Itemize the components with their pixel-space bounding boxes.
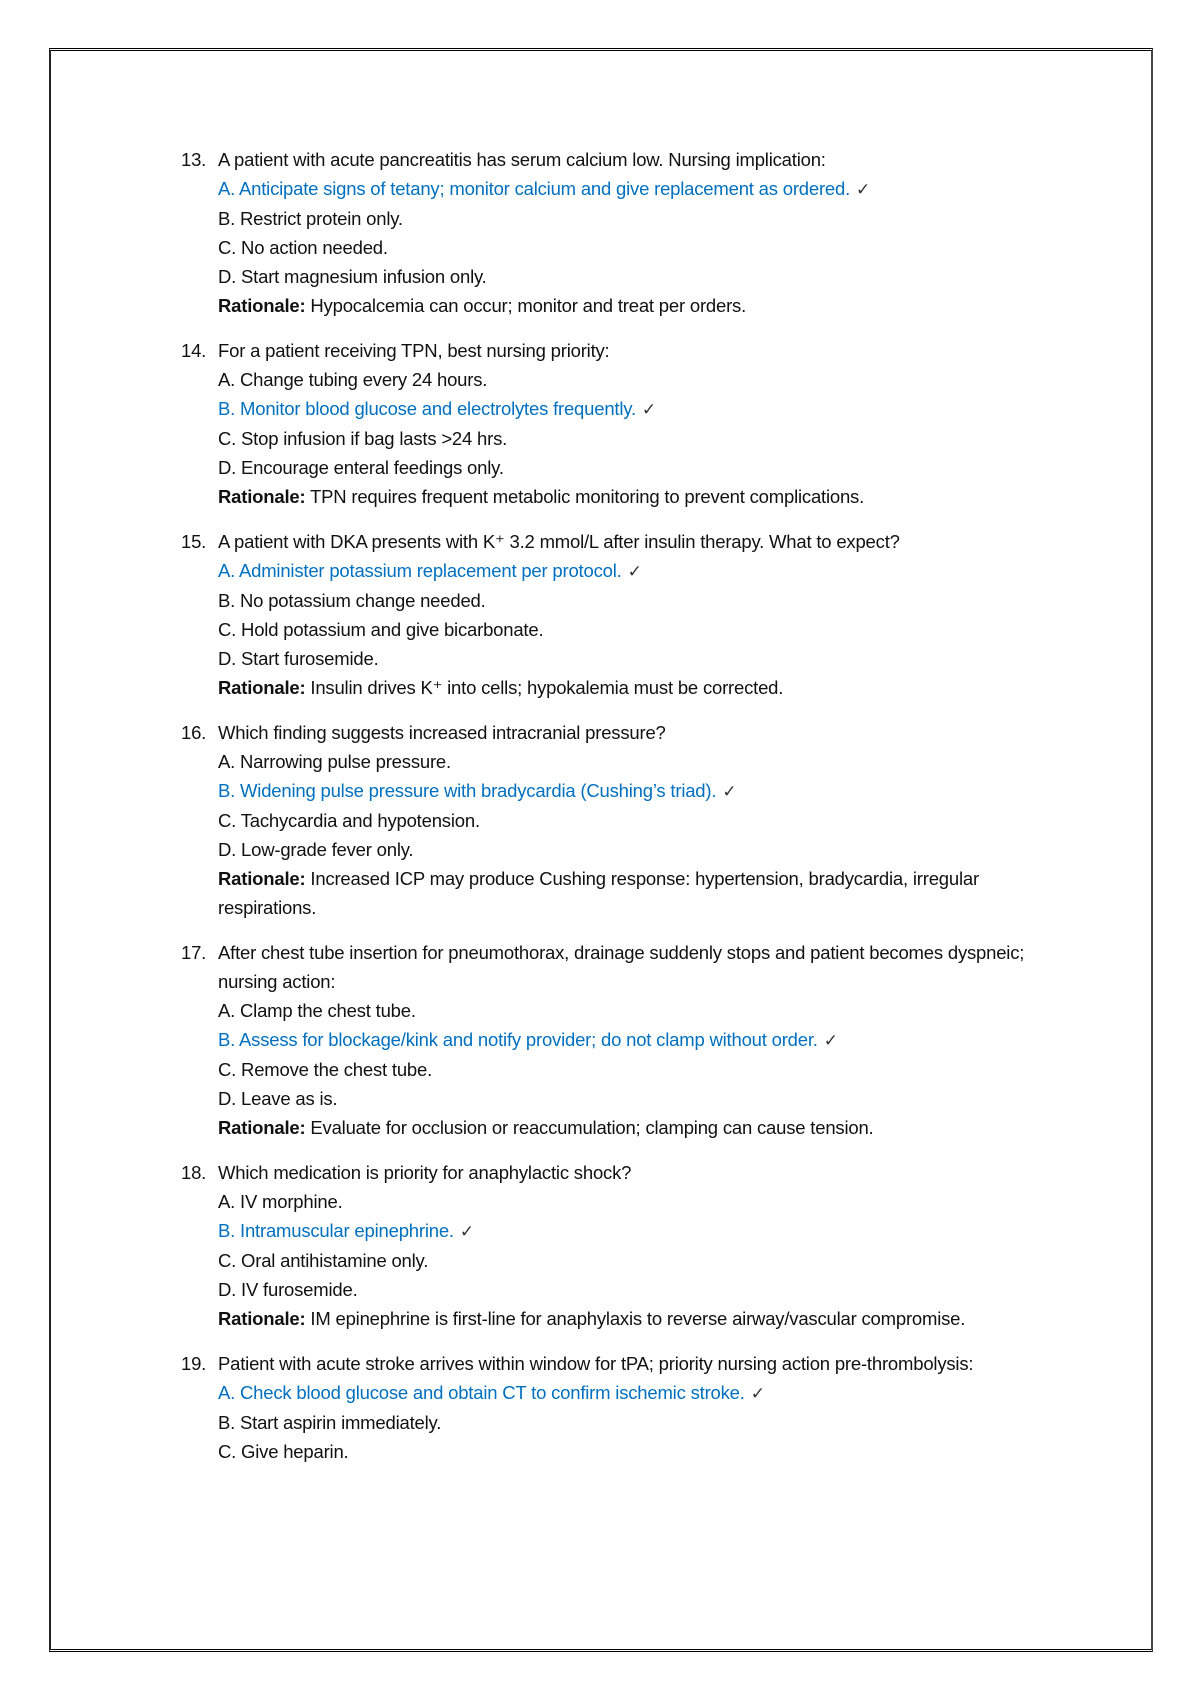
question-block: [181, 527, 1081, 702]
rationale-text: TPN requires frequent metabolic monitoring to prevent complications.: [310, 486, 865, 507]
question-block: [181, 336, 1081, 511]
question-text: Which finding suggests increased intracranial pressure?: [218, 722, 666, 743]
option-text: D. Low-grade fever only.: [218, 839, 414, 860]
answer-option: [218, 453, 1081, 482]
option-text: A. IV morphine.: [218, 1191, 343, 1212]
check-icon: ✓: [459, 1222, 474, 1241]
option-text: B. Restrict protein only.: [218, 208, 403, 229]
answer-option: [218, 996, 1081, 1025]
question-block: [181, 145, 1081, 320]
answer-option: [218, 1246, 1081, 1275]
answer-option: [218, 1437, 1081, 1466]
option-text: B. Intramuscular epinephrine.: [218, 1220, 454, 1241]
rationale-label: Rationale:: [218, 486, 306, 507]
option-text: A. Check blood glucose and obtain CT to confirm ischemic stroke.: [218, 1382, 745, 1403]
option-text: B. Monitor blood glucose and electrolytes frequently.: [218, 398, 636, 419]
rationale-label: Rationale:: [218, 1308, 306, 1329]
question-text: After chest tube insertion for pneumothorax, drainage suddenly stops and patient becomes dyspneic; nursing action:: [218, 942, 1025, 992]
option-text: C. No action needed.: [218, 237, 388, 258]
answer-option: [218, 835, 1081, 864]
check-icon: ✓: [722, 782, 737, 801]
question-text: A patient with DKA presents with K⁺ 3.2 mmol/L after insulin therapy. What to expect?: [218, 531, 900, 552]
question-number: 15.: [181, 531, 207, 552]
option-text: A. Administer potassium replacement per protocol.: [218, 560, 622, 581]
option-text: D. Start magnesium infusion only.: [218, 266, 487, 287]
check-icon: ✓: [856, 180, 871, 199]
question-block: [181, 1349, 1081, 1466]
option-text: B. Assess for blockage/kink and notify provider; do not clamp without order.: [218, 1029, 818, 1050]
rationale: [218, 1113, 1081, 1142]
option-text: A. Narrowing pulse pressure.: [218, 751, 451, 772]
question-number: 19.: [181, 1353, 207, 1374]
answer-option: [218, 806, 1081, 835]
rationale: [218, 864, 1081, 922]
question-text: Patient with acute stroke arrives within window for tPA; priority nursing action pre-thrombolysis:: [218, 1353, 974, 1374]
question-number: 18.: [181, 1162, 207, 1183]
question-list: [181, 145, 1081, 1482]
option-text: A. Change tubing every 24 hours.: [218, 369, 488, 390]
option-text: B. Widening pulse pressure with bradycardia (Cushing’s triad).: [218, 780, 717, 801]
option-text: A. Anticipate signs of tetany; monitor calcium and give replacement as ordered.: [218, 178, 851, 199]
option-text: C. Oral antihistamine only.: [218, 1250, 429, 1271]
check-icon: ✓: [627, 562, 642, 581]
question-text: Which medication is priority for anaphylactic shock?: [218, 1162, 632, 1183]
correct-answer-option: [218, 776, 1081, 806]
option-text: B. No potassium change needed.: [218, 590, 486, 611]
rationale-text: Evaluate for occlusion or reaccumulation; clamping can cause tension.: [310, 1117, 874, 1138]
answer-option: [218, 1187, 1081, 1216]
option-text: A. Clamp the chest tube.: [218, 1000, 416, 1021]
rationale-label: Rationale:: [218, 295, 306, 316]
answer-option: [218, 1408, 1081, 1437]
option-text: B. Start aspirin immediately.: [218, 1412, 442, 1433]
option-text: D. IV furosemide.: [218, 1279, 358, 1300]
question-block: [181, 1158, 1081, 1333]
correct-answer-option: [218, 556, 1081, 586]
answer-option: [218, 615, 1081, 644]
question-number: 13.: [181, 149, 207, 170]
answer-option: [218, 1084, 1081, 1113]
answer-option: [218, 586, 1081, 615]
correct-answer-option: [218, 1378, 1081, 1408]
question-block: [181, 718, 1081, 922]
answer-option: [218, 1275, 1081, 1304]
correct-answer-option: [218, 1025, 1081, 1055]
rationale-label: Rationale:: [218, 677, 306, 698]
check-icon: ✓: [641, 400, 656, 419]
correct-answer-option: [218, 394, 1081, 424]
rationale-text: Insulin drives K⁺ into cells; hypokalemia must be corrected.: [310, 677, 784, 698]
rationale: [218, 482, 1081, 511]
rationale-text: Hypocalcemia can occur; monitor and treat per orders.: [310, 295, 747, 316]
rationale: [218, 673, 1081, 702]
question-text: A patient with acute pancreatitis has serum calcium low. Nursing implication:: [218, 149, 826, 170]
question-block: [181, 938, 1081, 1142]
question-number: 17.: [181, 942, 207, 963]
option-text: C. Stop infusion if bag lasts >24 hrs.: [218, 428, 508, 449]
rationale-label: Rationale:: [218, 1117, 306, 1138]
option-text: D. Leave as is.: [218, 1088, 338, 1109]
check-icon: ✓: [823, 1031, 838, 1050]
option-text: C. Hold potassium and give bicarbonate.: [218, 619, 544, 640]
option-text: D. Start furosemide.: [218, 648, 379, 669]
option-text: C. Remove the chest tube.: [218, 1059, 433, 1080]
option-text: C. Give heparin.: [218, 1441, 349, 1462]
question-number: 14.: [181, 340, 207, 361]
question-text: For a patient receiving TPN, best nursing priority:: [218, 340, 610, 361]
rationale: [218, 291, 1081, 320]
answer-option: [218, 365, 1081, 394]
rationale-label: Rationale:: [218, 868, 306, 889]
rationale-text: IM epinephrine is first-line for anaphylaxis to reverse airway/vascular compromise.: [310, 1308, 966, 1329]
answer-option: [218, 644, 1081, 673]
answer-option: [218, 233, 1081, 262]
answer-option: [218, 1055, 1081, 1084]
option-text: D. Encourage enteral feedings only.: [218, 457, 504, 478]
question-number: 16.: [181, 722, 207, 743]
correct-answer-option: [218, 1216, 1081, 1246]
answer-option: [218, 204, 1081, 233]
option-text: C. Tachycardia and hypotension.: [218, 810, 480, 831]
rationale-text: Increased ICP may produce Cushing response: hypertension, bradycardia, irregular respirations.: [218, 868, 979, 918]
answer-option: [218, 262, 1081, 291]
answer-option: [218, 747, 1081, 776]
check-icon: ✓: [750, 1384, 765, 1403]
answer-option: [218, 424, 1081, 453]
correct-answer-option: [218, 174, 1081, 204]
rationale: [218, 1304, 1081, 1333]
